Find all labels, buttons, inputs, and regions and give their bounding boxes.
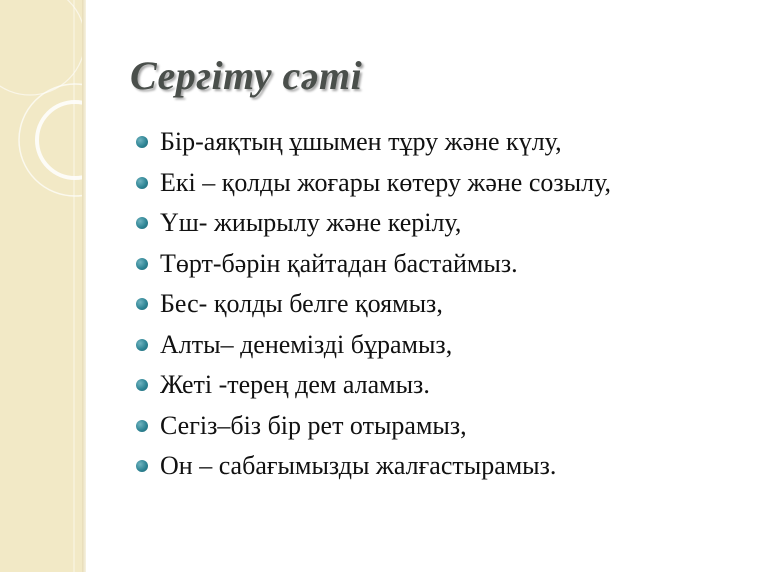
bullet-text: Бір-аяқтың ұшымен тұру және күлу, — [160, 127, 562, 156]
bullet-text: Бес- қолды белге қоямыз, — [160, 289, 443, 318]
decorative-circles — [0, 0, 82, 572]
bullet-dot-icon — [136, 177, 148, 189]
side-panel-edge — [82, 0, 86, 572]
bullet-list — [136, 122, 611, 487]
list-item — [136, 446, 611, 487]
bullet-dot-icon — [136, 298, 148, 310]
bullet-text: Төрт-бәрін қайтадан бастаймыз. — [160, 248, 518, 278]
list-item — [136, 244, 611, 285]
bullet-dot-icon — [136, 136, 148, 148]
list-item — [136, 203, 611, 244]
bullet-text: Он – сабағымызды жалғастырамыз. — [160, 451, 557, 480]
bullet-text: Сегіз–біз бір рет отырамыз, — [160, 410, 467, 440]
slide-title: Сергіту сәті — [130, 53, 363, 98]
side-decoration-panel — [0, 0, 82, 572]
bullet-dot-icon — [136, 339, 148, 351]
bullet-dot-icon — [136, 460, 148, 472]
list-item — [136, 325, 611, 366]
list-item — [136, 406, 611, 447]
bullet-text: Үш- жиырылу және керілу, — [160, 208, 462, 237]
list-item — [136, 122, 611, 163]
list-item — [136, 365, 611, 406]
bullet-text: Жеті -терең дем аламыз. — [160, 370, 430, 399]
list-item — [136, 284, 611, 325]
list-item — [136, 163, 611, 204]
bullet-text: Екі – қолды жоғары көтеру және созылу, — [160, 167, 611, 197]
bullet-text: Алты– денемізді бұрамыз, — [160, 329, 453, 359]
bullet-dot-icon — [136, 379, 148, 391]
bullet-dot-icon — [136, 258, 148, 270]
bullet-dot-icon — [136, 420, 148, 432]
bullet-dot-icon — [136, 217, 148, 229]
